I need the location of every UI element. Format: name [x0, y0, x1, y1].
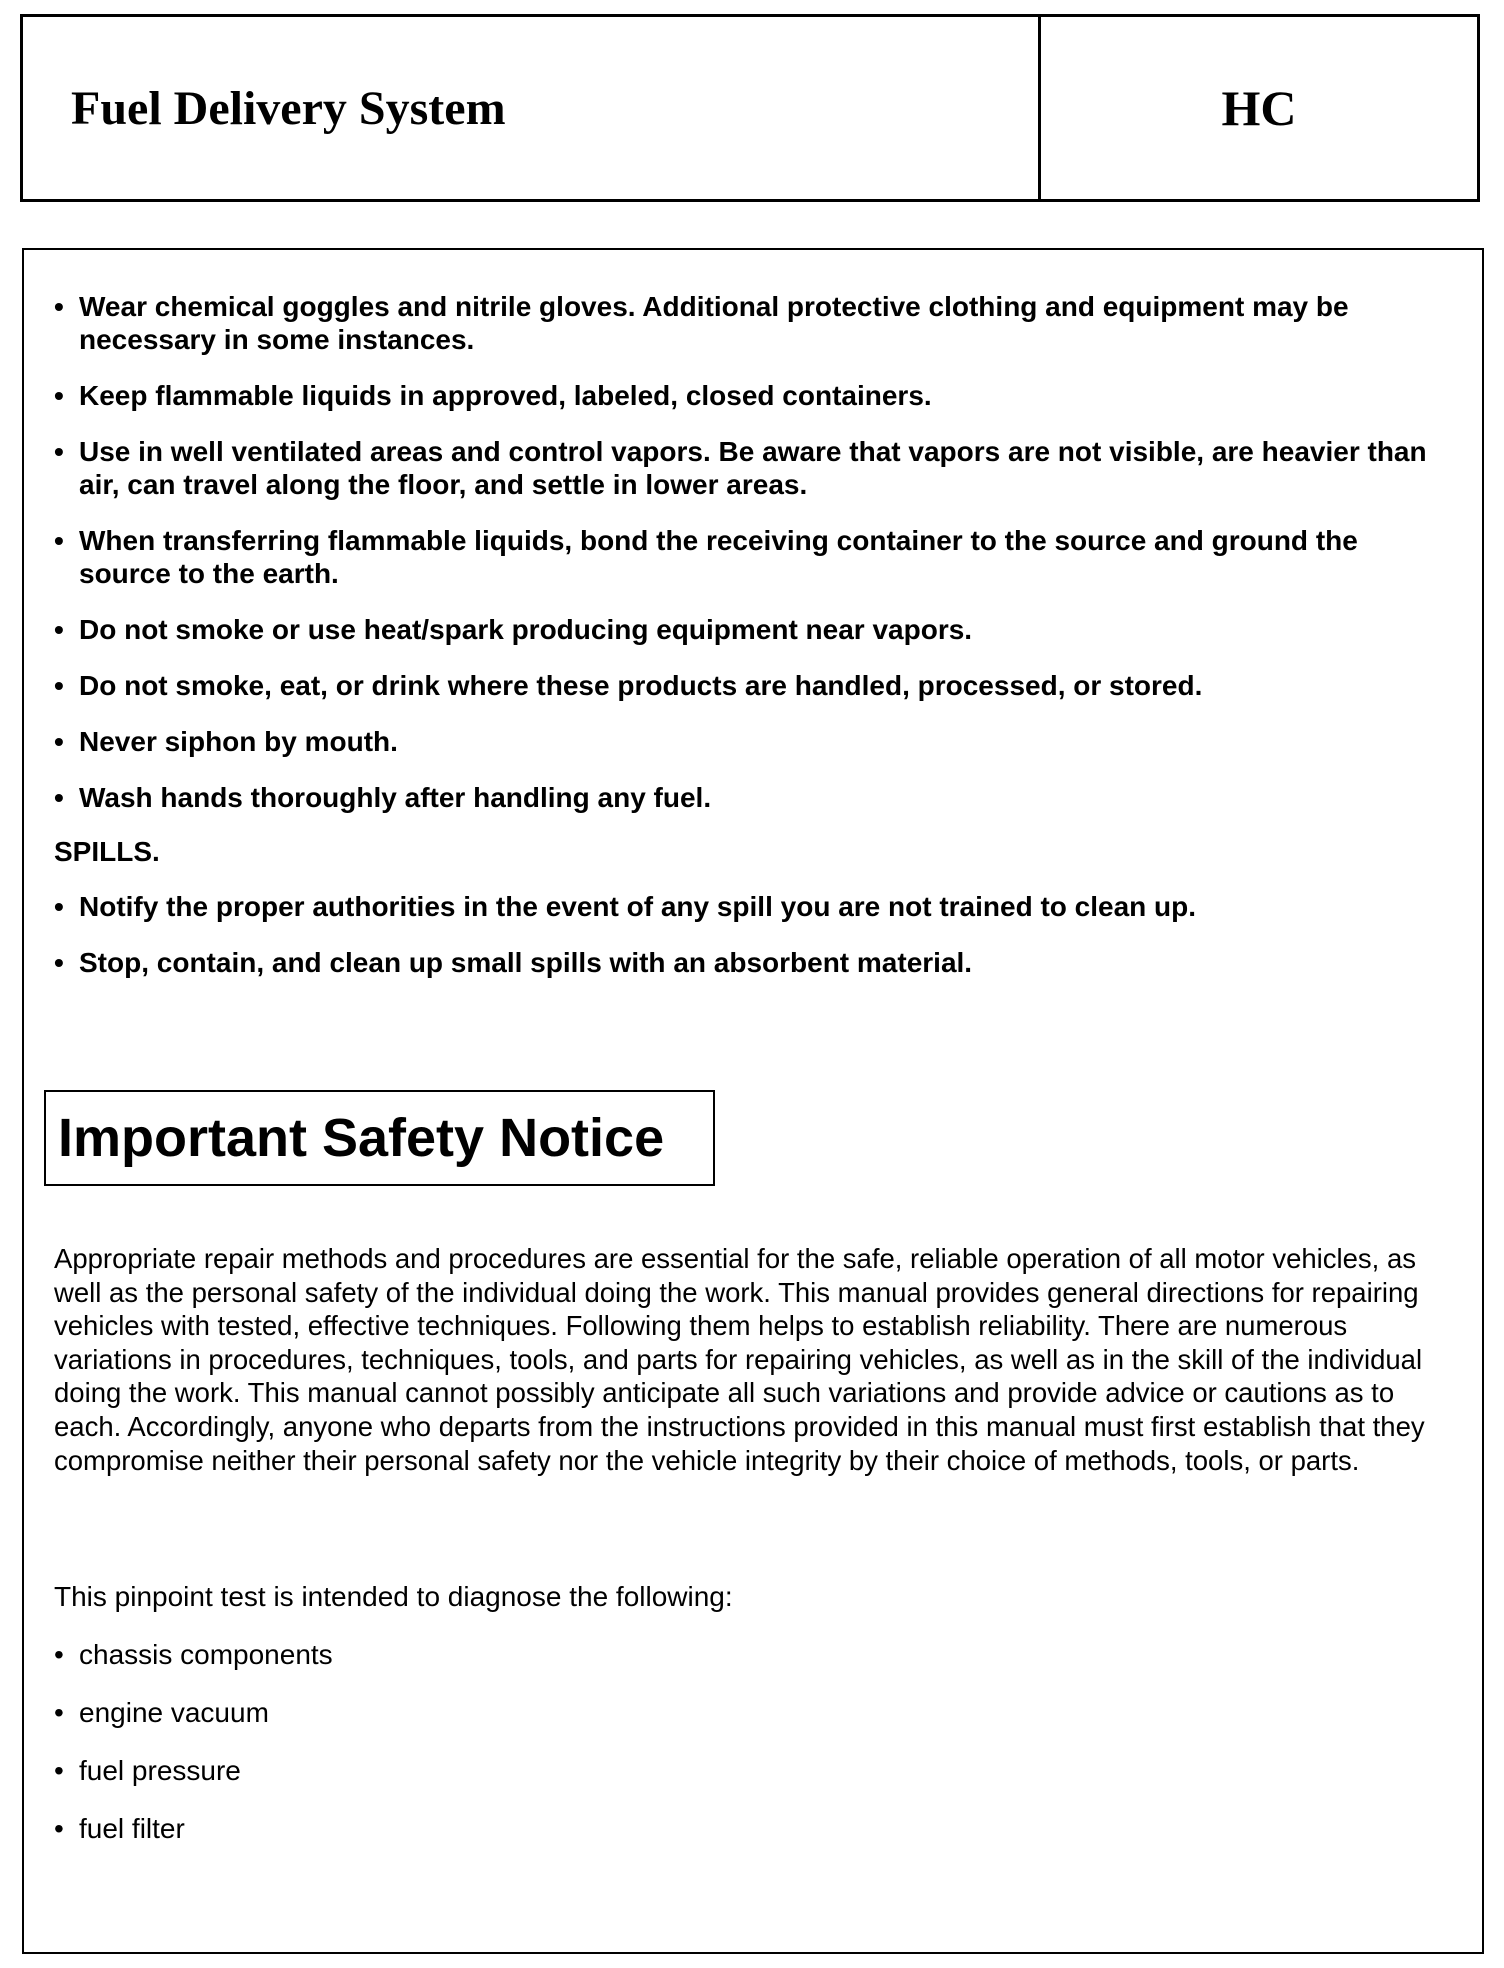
header-title-cell: [23, 17, 1041, 199]
spills-heading: SPILLS.: [54, 836, 160, 867]
page-title: Fuel Delivery System: [71, 81, 506, 135]
content-box: [22, 248, 1484, 1954]
notice-title-box: [44, 1090, 715, 1186]
safety-bullet: • Do not smoke or use heat/spark producing equipment near vapors.: [54, 613, 1444, 646]
spill-bullet: • Stop, contain, and clean up small spills with an absorbent material.: [54, 946, 1444, 979]
notice-title: Important Safety Notice: [58, 1108, 665, 1168]
diagnose-intro: This pinpoint test is intended to diagnose the following:: [54, 1581, 733, 1612]
notice-paragraph: Appropriate repair methods and procedures are essential for the safe, reliable operation of all motor vehicles, as well as the personal safety of the individual doing the work. This manual provides general directions for repairing vehicles with tested, effective techniques. Following them helps to establish reliability. There are numerous variations in procedures, techniques, tools, and parts for repairing vehicles, as well as in the skill of the individual doing the work. This manual cannot possibly anticipate all such variations and provide advice or cautions as to each. Accordingly, anyone who departs from the instructions provided in this manual must first establish that they compromise neither their personal safety nor the vehicle integrity by their choice of methods, tools, or parts.: [54, 1243, 1425, 1476]
safety-bullet: • Wear chemical goggles and nitrile gloves. Additional protective clothing and equipment may be necessary in some instances.: [54, 290, 1444, 356]
header-box: [20, 14, 1480, 202]
safety-bullet: • Do not smoke, eat, or drink where these products are handled, processed, or stored.: [54, 669, 1444, 702]
safety-bullet-list: [54, 290, 1444, 837]
diagnose-item: • engine vacuum: [54, 1696, 333, 1729]
safety-bullet: • When transferring flammable liquids, bond the receiving container to the source and ground the source to the earth.: [54, 524, 1444, 590]
spills-bullet-list: [54, 890, 1444, 1002]
safety-bullet: • Wash hands thoroughly after handling any fuel.: [54, 781, 1444, 814]
safety-bullet: • Use in well ventilated areas and control vapors. Be aware that vapors are not visible, are heavier than air, can travel along the floor, and settle in lower areas.: [54, 435, 1444, 501]
diagnose-item: • fuel filter: [54, 1812, 333, 1845]
section-code: HC: [1221, 80, 1297, 136]
diagnose-list: [54, 1638, 333, 1870]
diagnose-item: • chassis components: [54, 1638, 333, 1671]
diagnose-item: • fuel pressure: [54, 1754, 333, 1787]
header-code-cell: [1041, 17, 1477, 199]
safety-bullet: • Never siphon by mouth.: [54, 725, 1444, 758]
safety-bullet: • Keep flammable liquids in approved, labeled, closed containers.: [54, 379, 1444, 412]
spill-bullet: • Notify the proper authorities in the event of any spill you are not trained to clean up.: [54, 890, 1444, 923]
